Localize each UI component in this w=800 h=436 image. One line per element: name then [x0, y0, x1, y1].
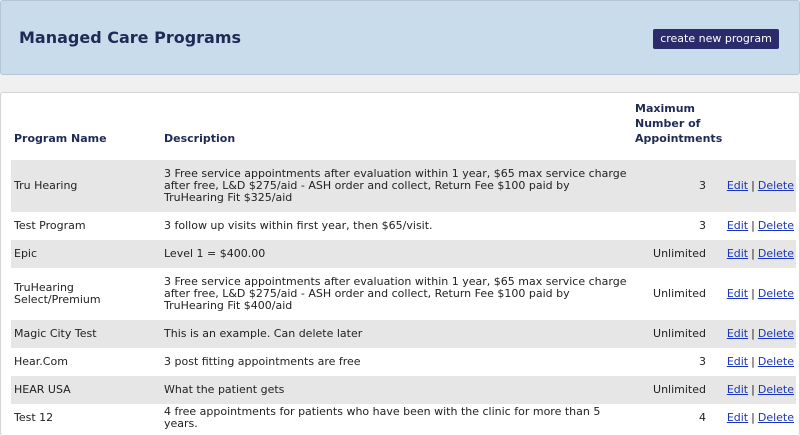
delete-link[interactable]: Delete [757, 355, 794, 368]
table-row [11, 348, 796, 376]
edit-link[interactable]: Edit [726, 411, 749, 424]
max-appointments-cell: Unlimited [632, 320, 718, 348]
actions-cell [718, 240, 796, 268]
description-cell: This is an example. Can delete later [161, 320, 632, 348]
actions-cell [718, 404, 796, 432]
actions-cell [718, 376, 796, 404]
table-row [11, 268, 796, 320]
program-name-cell: HEAR USA [11, 376, 161, 404]
edit-link[interactable]: Edit [726, 219, 749, 232]
max-appointments-cell: 3 [699, 219, 706, 232]
action-separator: | [751, 179, 755, 192]
action-separator: | [751, 327, 755, 340]
table-row [11, 160, 796, 212]
programs-table [11, 101, 796, 432]
page-header [0, 0, 800, 75]
actions-cell [718, 160, 796, 212]
column-header-actions [718, 101, 796, 160]
actions-cell [718, 212, 796, 240]
description-cell: 3 post fitting appointments are free [164, 355, 361, 368]
program-name-cell: Epic [11, 240, 161, 268]
action-separator: | [751, 411, 755, 424]
page-title: Managed Care Programs [19, 28, 242, 47]
table-row [11, 376, 796, 404]
table-row [11, 404, 796, 432]
programs-panel [0, 92, 800, 436]
table-header-row [11, 101, 796, 160]
max-appointments-cell: 4 [699, 411, 706, 424]
edit-link[interactable]: Edit [726, 287, 749, 300]
program-name-cell: Test Program [14, 219, 86, 232]
table-row [11, 320, 796, 348]
table-row [11, 240, 796, 268]
description-cell: 3 follow up visits within first year, then $65/visit. [164, 219, 433, 232]
max-appointments-cell: Unlimited [632, 376, 718, 404]
description-cell: 4 free appointments for patients who have been with the clinic for more than 5 years. [164, 405, 601, 430]
actions-cell [718, 320, 796, 348]
delete-link[interactable]: Delete [757, 411, 794, 424]
edit-link[interactable]: Edit [726, 179, 749, 192]
delete-link[interactable]: Delete [757, 327, 794, 340]
program-name-cell: Hear.Com [14, 355, 68, 368]
program-name-cell: Magic City Test [11, 320, 161, 348]
column-header-max-appointments [632, 101, 723, 160]
edit-link[interactable]: Edit [726, 247, 749, 260]
max-appointments-cell: Unlimited [653, 287, 706, 300]
column-header-description: Description [164, 132, 236, 145]
action-separator: | [751, 287, 755, 300]
column-header-program-name: Program Name [14, 132, 107, 145]
max-appointments-cell: 3 [632, 160, 718, 212]
max-appointments-cell: 3 [699, 355, 706, 368]
action-separator: | [751, 219, 755, 232]
max-header-line3: Appointments [635, 132, 723, 145]
delete-link[interactable]: Delete [757, 287, 794, 300]
description-cell: Level 1 = $400.00 [161, 240, 632, 268]
description-cell: 3 Free service appointments after evaluation within 1 year, $65 max service charge after free, L&D $275/aid - ASH order and collect, Return Fee $100 paid by TruHearing Fit $400/aid [164, 275, 627, 312]
action-separator: | [751, 383, 755, 396]
edit-link[interactable]: Edit [726, 355, 749, 368]
edit-link[interactable]: Edit [726, 383, 749, 396]
action-separator: | [751, 355, 755, 368]
actions-cell [718, 348, 796, 376]
program-name-cell: Test 12 [14, 411, 54, 424]
max-header-line2: Number of [635, 117, 701, 130]
edit-link[interactable]: Edit [726, 327, 749, 340]
delete-link[interactable]: Delete [757, 383, 794, 396]
delete-link[interactable]: Delete [757, 219, 794, 232]
program-name-cell: TruHearing Select/Premium [14, 281, 101, 306]
create-new-program-button[interactable]: create new program [653, 29, 779, 49]
delete-link[interactable]: Delete [757, 179, 794, 192]
action-separator: | [751, 247, 755, 260]
max-header-line1: Maximum [635, 102, 695, 115]
program-name-cell: Tru Hearing [11, 160, 161, 212]
table-row [11, 212, 796, 240]
description-cell: What the patient gets [161, 376, 632, 404]
max-appointments-cell: Unlimited [632, 240, 718, 268]
delete-link[interactable]: Delete [757, 247, 794, 260]
description-cell: 3 Free service appointments after evaluation within 1 year, $65 max service charge after free, L&D $275/aid - ASH order and collect, Return Fee $100 paid by TruHearing Fit $325/aid [161, 160, 632, 212]
actions-cell [718, 268, 796, 320]
